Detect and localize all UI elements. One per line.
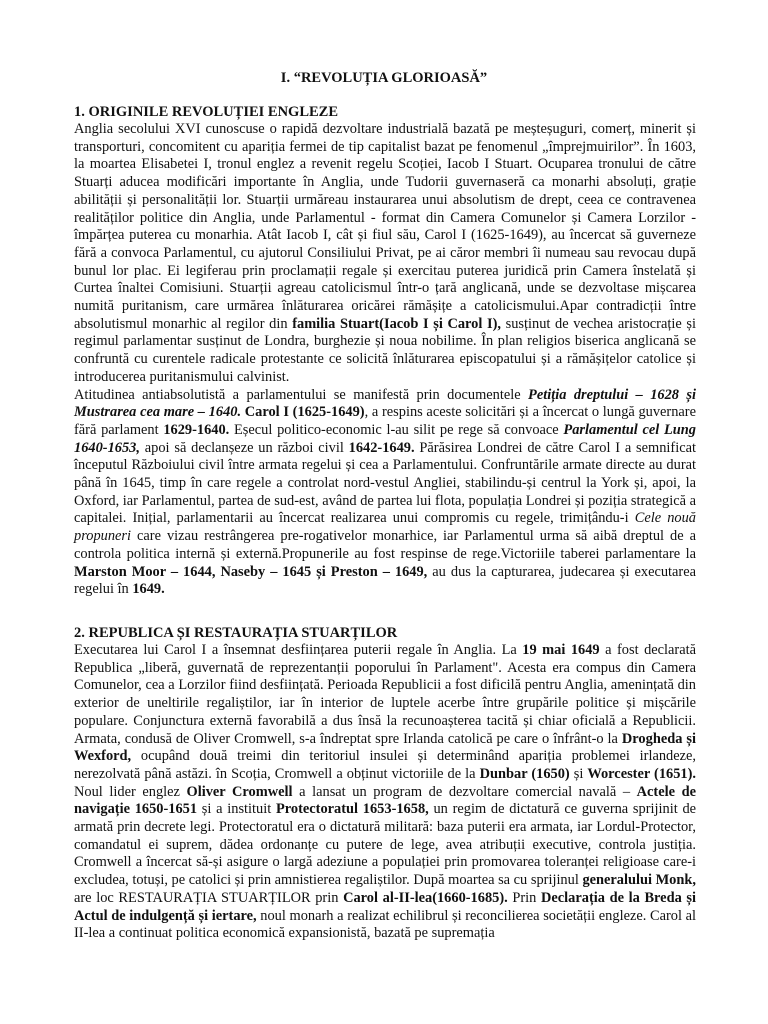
bold-run: 1642-1649.: [348, 439, 415, 456]
bold-run: generalului Monk,: [582, 872, 696, 889]
text-run: Executarea lui Carol I a însemnat desființarea puterii regale în Anglia. La: [74, 642, 523, 658]
document-title: I. “REVOLUȚIA GLORIOASĂ”: [280, 70, 488, 86]
text-run: Anglia secolului XVI cunoscuse o rapidă dezvoltare industrială bazată pe meșteșuguri, comerț, minerit și transporturi, concomitent cu apariția fermei de tip capitalist bazat pe fenomenul „împrejmuirilor”. În 1603, la moartea Elisabetei I, tronul englez a revenit regelu Scoției, Iacob I Stuart. Ocuparea tronului de către Stuarți aducea modificări importante în Anglia, unde Tudorii guvernaseră ca monarhi absoluți, grație abilității și personalității lor. Stuarții urmăreau instaurarea unui absolutism de drept, ceea ce contravenea realităților politice din Anglia, unde Parlamentul - format din Camera Comunelor și Camera Lorzilor - împărțea puterea cu monarhia. Atât Iacob I, cât și fiul său, Carol I (1625-1649), au încercat să guverneze fără a convoca Parlamentul, cu ajutorul Consiliului Privat, pe ai căror membri îi numeau sau revocau după bunul lor plac. Ei legiferau prin proclamații regale și exercitau puterea juridică prin Camera înstelată și Curtea înaltei Comisiuni. Stuarții agreau catolicismul într-o țară anglicană, unde se dezvoltase mișcarea numită puritanism, care urmărea înlăturarea oricărei rămășițe a catolicismului.Apar contradicții între absolutismul monarhic al regilor din: [74, 121, 696, 332]
text-run: are loc RESTAURAȚIA STUARȚILOR prin: [74, 889, 344, 906]
paragraph-republic: [74, 642, 696, 943]
text-run: a fost declarată Republica „liberă, guvernată de reprezentanții poporului în Parlament". Acesta era compus din Camera Comunelor, cea a Lorzilor fiind desființată. Perioada Republicii a fost dificilă pentru Anglia, amenințată din exterior de uneltirile regaliștilor, iar în interior de luptele acerbe între grupările politice și mișcările populare. Conjunctura externă favorabilă a dus însă la recunoașterea tacită și chiar oficială a Republicii. Armata, condusă de Oliver Cromwell, s-a îndreptat spre Irlanda catolică pe care o înfrânt-o la: [74, 642, 696, 747]
bold-run: Carol al-II-lea(1660-1685).: [343, 889, 508, 906]
section-origins: [74, 103, 696, 599]
text-run: , a respins aceste solicitări și a încercat o lungă guvernare fără parlament: [74, 404, 696, 438]
text-run: Eșecul politico-economic l-au silit pe rege să convoace: [229, 421, 564, 438]
text-run: și: [569, 765, 588, 782]
bold-run: Oliver Cromwell: [186, 783, 293, 800]
bold-run: Declarația de la Breda și Actul de indulgență și iertare,: [74, 889, 697, 924]
bold-run: familia Stuart(Iacob I și Carol I),: [292, 315, 501, 332]
text-run: au dus la capturarea, judecarea și executarea regelui în: [74, 563, 696, 598]
text-run: ocupând două treimi din teritoriul insulei și determinând apariția problemei irlandeze, nerezolvată până astăzi. în Scoția, Cromwell a obținut victoriile de la: [74, 748, 696, 782]
section-heading-origins: 1. ORIGINILE REVOLUȚIEI ENGLEZE: [74, 104, 339, 120]
section-heading-republic: 2. REPUBLICA ȘI RESTAURAȚIA STUARȚILOR: [74, 625, 398, 641]
bold-run: Drogheda și Wexford,: [74, 730, 696, 765]
paragraph-antiabsolutism: [74, 387, 696, 599]
text-run: Noul lider englez: [74, 783, 187, 800]
text-run: apoi să declanșeze un război civil: [139, 439, 349, 456]
text-run: Părăsirea Londrei de către Carol I a semnificat începutul Războiului civil între armata regelui și cea a Parlamentului. Confruntările armate directe au durat până în 1645, timp în care regele a controlat nord-vestul Angliei, stabilindu-și centrul la York și, apoi, la Oxford, iar Parlamentul, partea de sud-est, având de partea lui flota, populația Londrei și poziția strategică a capitalei. Inițial, parlamentarii au încercat realizarea unui compromis cu regele, trimițându-i: [74, 439, 696, 527]
section-republic: [74, 624, 696, 943]
italic-run: Cele nouă propuneri: [74, 510, 696, 545]
text-run: un regim de dictatură ce guverna sprijinit de armată prin decrete legi. Protectoratul era o dictatură militară: baza puterii era armata, iar Lordul-Protector, comandatul ei suprem, dădea ordonanțe cu putere de lege, avea atribuții executive, controla justiția. Cromwell a încercat să-și asigure o largă adeziune a populației prin promovarea toleranței religioase care-i excludea, totuși, pe catolici și prin amnistierea regaliștilor. După moartea sa cu sprijinul: [74, 801, 697, 889]
text-run: și a instituit: [197, 801, 276, 818]
bold-run: Protectoratul 1653-1658,: [276, 801, 429, 818]
bold-italic-run: Parlamentul cel Lung 1640-1653,: [74, 421, 696, 456]
text-run: noul monarh a realizat echilibrul și reconcilierea societății engleze. Carol al II-lea a continuat politica economică expansionistă, bazată pe supremația: [74, 907, 696, 942]
text-run: susținut de vechea aristocrație și regimul parlamentar susținut de Londra, burghezie și noua nobilime. În plan religios biserica anglicană se confruntă cu curentele radicale protestante ce solicită înlăturarea episcopatului și a rămășițelor catolice și introducerea puritanismului calvinist.: [74, 315, 696, 385]
text-run: Prin: [507, 889, 542, 906]
bold-italic-run: Petiția dreptului – 1628 și Mustrarea cea mare – 1640.: [74, 386, 696, 421]
text-run: care vizau restrângerea pre-rogativelor monarhice, iar Parlamentul urma să aibă dreptul de a controla politica internă și externă.Propunerile au fost respinse de rege.Victoriile taberei parlamentare la: [74, 528, 696, 562]
bold-run: 1649.: [132, 581, 165, 598]
text-run: Atitudinea antiabsolutistă a parlamentului se manifestă prin documentele: [74, 386, 529, 403]
bold-run: Marston Moor – 1644, Naseby – 1645 și Preston – 1649,: [74, 563, 428, 580]
text-run: a lansat un program de dezvoltare comercial navală –: [292, 783, 637, 800]
paragraph-origins: [74, 121, 696, 387]
bold-run: 1629-1640.: [163, 421, 230, 438]
bold-run: Actele de navigație 1650-1651: [74, 783, 696, 818]
bold-run: Dunbar (1650): [479, 765, 570, 782]
bold-run: Worcester (1651).: [587, 765, 696, 782]
bold-run: Carol I (1625-1649): [244, 404, 365, 421]
bold-run: 19 mai 1649: [522, 642, 600, 658]
